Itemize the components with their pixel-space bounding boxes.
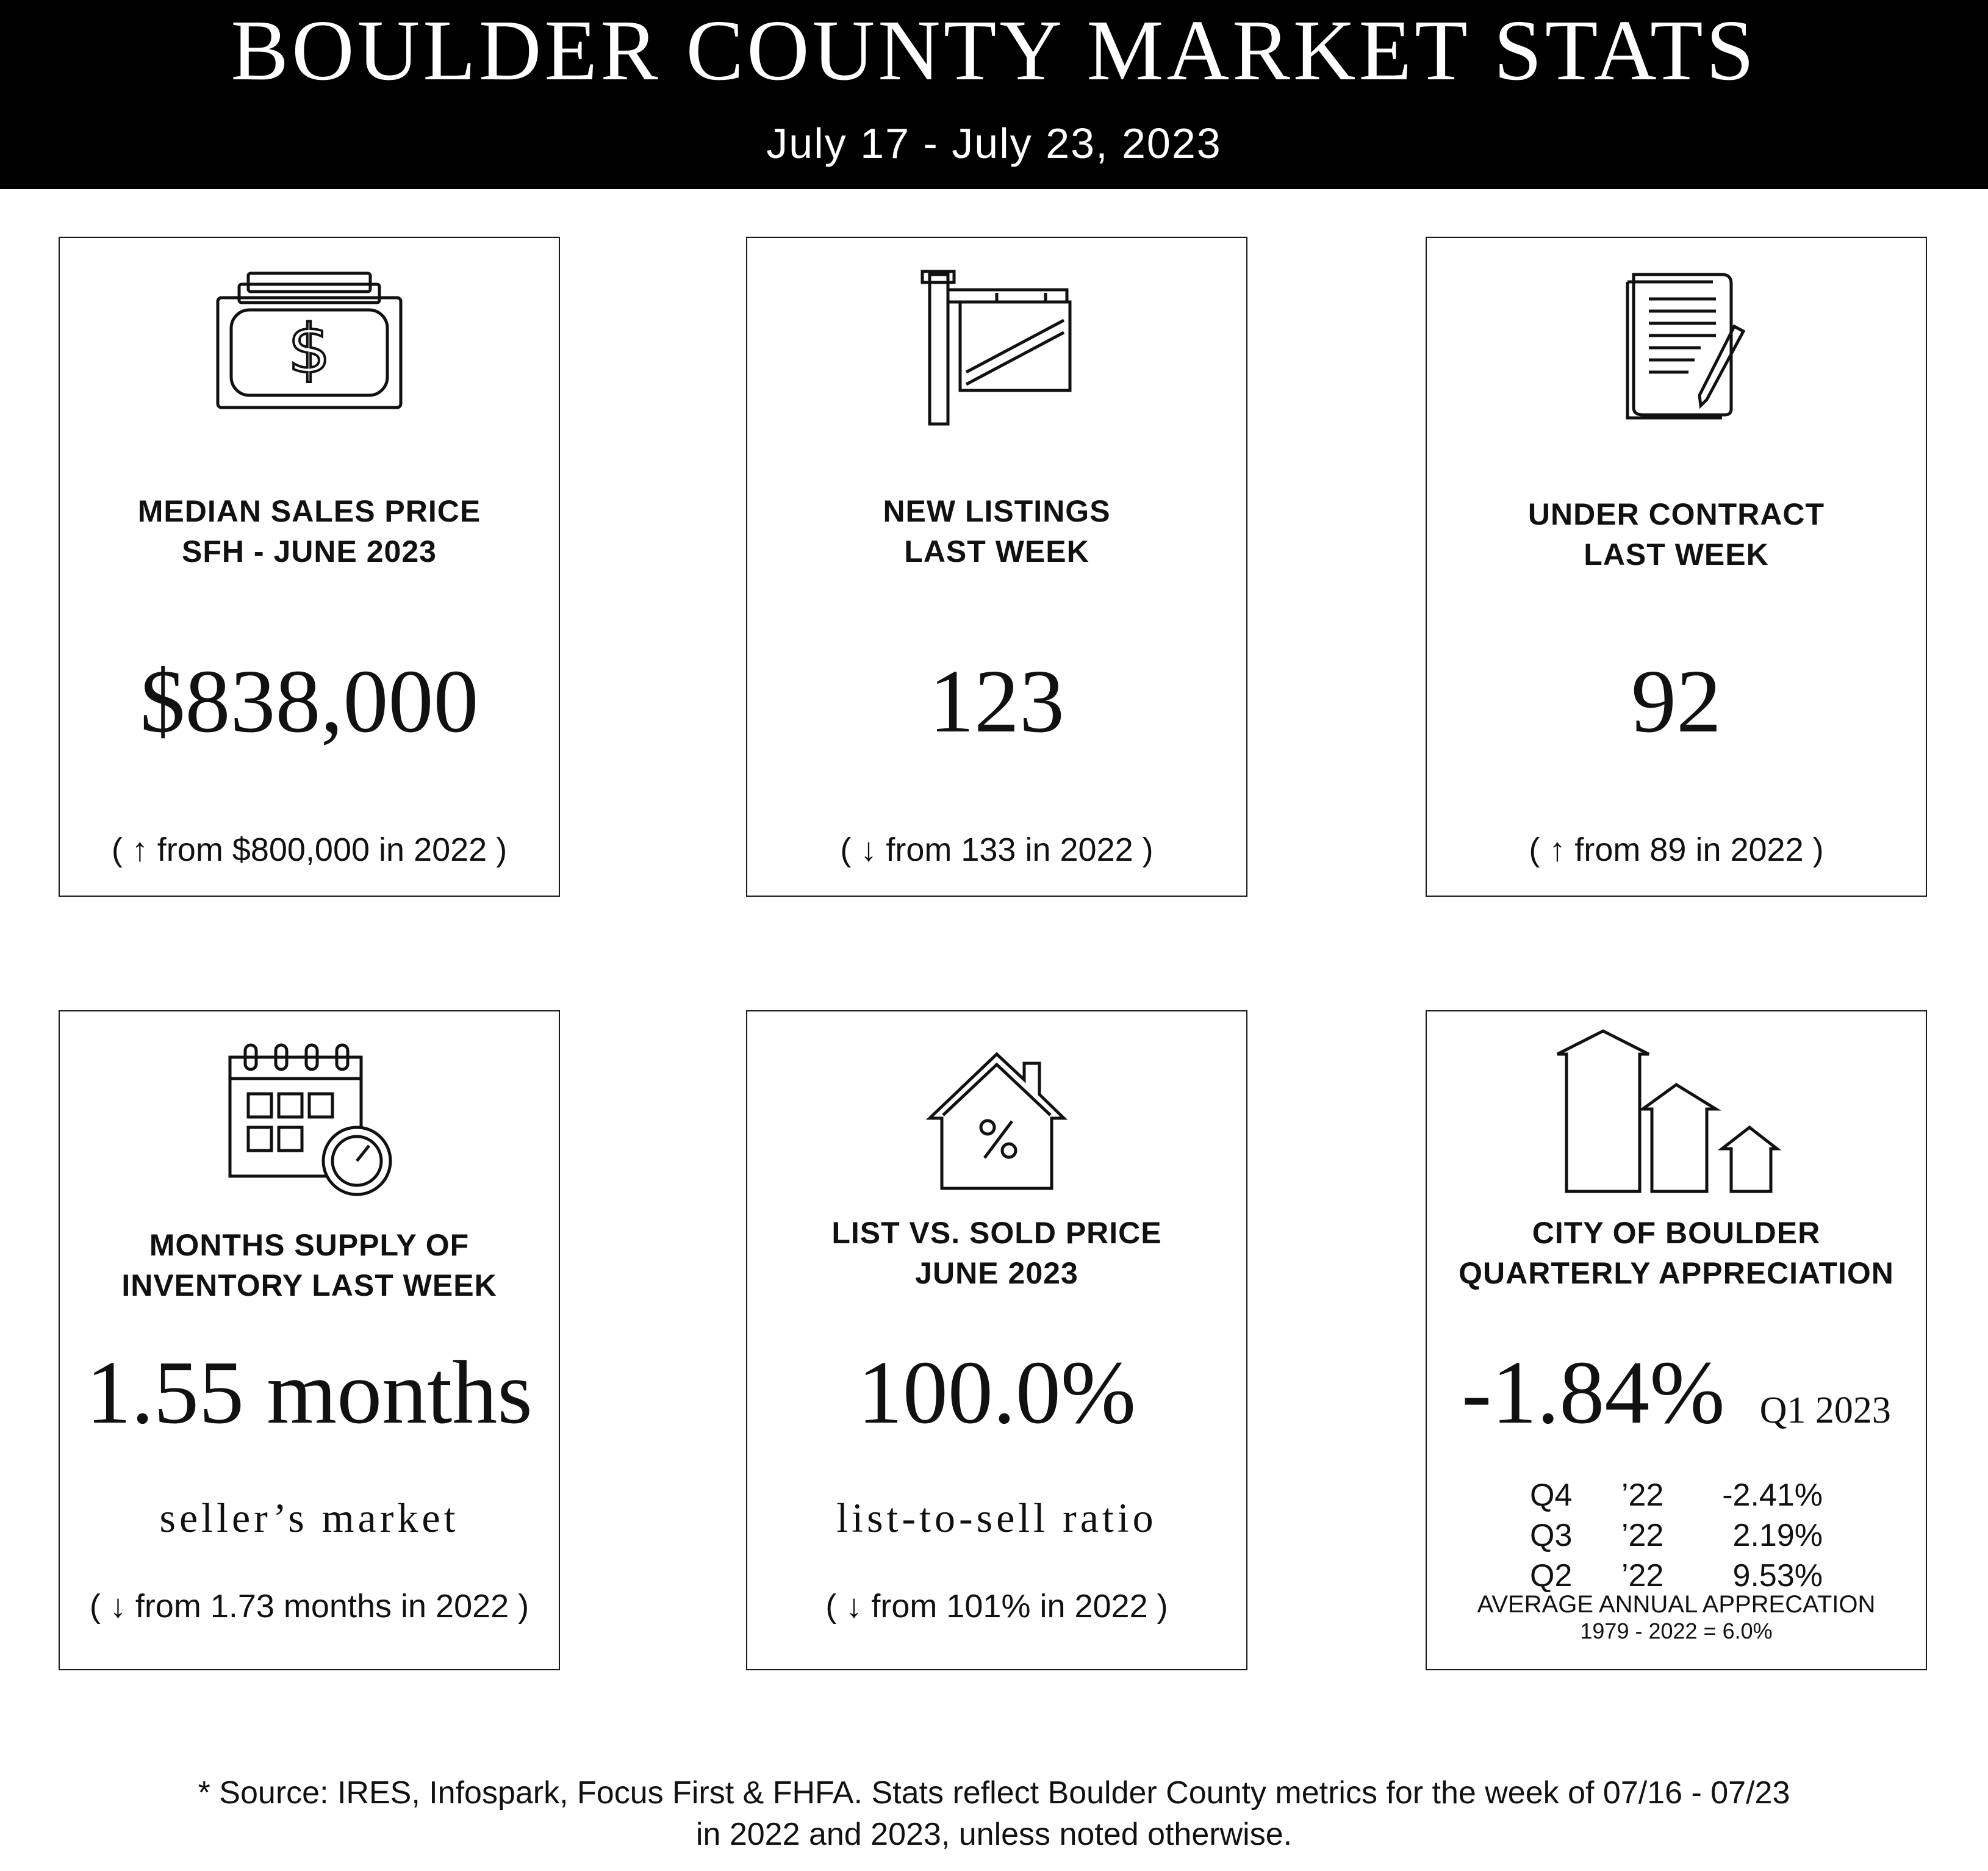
date-range: July 17 - July 23, 2023 [766, 120, 1222, 167]
footnote-line-2: in 2022 and 2023, unless noted otherwise. [695, 1817, 1293, 1852]
card-months-supply [59, 1010, 560, 1670]
quarter-label: Q3 [1530, 1518, 1573, 1553]
header-banner [0, 0, 1988, 189]
money-bills-icon [60, 262, 559, 421]
for-sale-sign-icon [747, 262, 1246, 421]
card-comparison: ( ↓ from 133 in 2022 ) [840, 831, 1154, 868]
card-value: -1.84% [1462, 1343, 1725, 1443]
average-appreciation [1427, 1591, 1926, 1645]
quarter-label: Q4 [1530, 1478, 1573, 1513]
card-quarterly-appreciation [1426, 1010, 1927, 1670]
quarter-year: ’22 [1621, 1478, 1664, 1513]
card-label: LIST VS. SOLD PRICE JUNE 2023 [831, 1216, 1162, 1290]
card-value-row [1427, 1341, 1926, 1462]
card-subtitle: list-to-sell ratio [836, 1495, 1157, 1541]
card-label: MEDIAN SALES PRICE SFH - JUNE 2023 [137, 494, 481, 569]
card-subtitle: seller’s market [159, 1495, 459, 1541]
card-value: 100.0% [857, 1343, 1136, 1443]
average-label: AVERAGE ANNUAL APPRECATION [1477, 1591, 1876, 1618]
card-value: 1.55 months [86, 1343, 533, 1443]
house-percent-icon [747, 1036, 1246, 1194]
card-new-listings [746, 237, 1247, 897]
card-list-vs-sold [746, 1010, 1247, 1670]
card-under-contract [1426, 237, 1927, 897]
card-value: $838,000 [140, 652, 479, 752]
average-value: 1979 - 2022 = 6.0% [1580, 1618, 1773, 1643]
card-comparison: ( ↑ from 89 in 2022 ) [1529, 831, 1824, 868]
contract-pencil-icon [1427, 262, 1926, 421]
quarter-row [1427, 1515, 1926, 1556]
quarters-table [1427, 1475, 1926, 1596]
source-footnote [0, 1772, 1988, 1855]
quarter-value: 9.53% [1732, 1558, 1823, 1593]
quarter-year: ’22 [1621, 1558, 1664, 1593]
card-value: 123 [929, 652, 1064, 752]
card-label: CITY OF BOULDER QUARTERLY APPRECIATION [1459, 1216, 1894, 1290]
card-value: 92 [1631, 652, 1721, 752]
quarter-label: Q2 [1530, 1558, 1573, 1593]
card-value-quarter: Q1 2023 [1759, 1390, 1891, 1431]
calendar-clock-icon [60, 1036, 559, 1194]
card-median-sales-price [59, 237, 560, 897]
card-comparison: ( ↑ from $800,000 in 2022 ) [111, 831, 508, 868]
quarter-row [1427, 1475, 1926, 1515]
card-label: MONTHS SUPPLY OF INVENTORY LAST WEEK [121, 1228, 497, 1302]
quarter-year: ’22 [1621, 1518, 1664, 1553]
card-label: UNDER CONTRACT LAST WEEK [1527, 497, 1825, 572]
houses-bar-icon [1427, 1024, 1926, 1182]
page-title: BOULDER COUNTY MARKET STATS [231, 2, 1757, 98]
quarter-row [1427, 1556, 1926, 1596]
card-comparison: ( ↓ from 101% in 2022 ) [825, 1588, 1168, 1625]
card-comparison: ( ↓ from 1.73 months in 2022 ) [89, 1588, 529, 1625]
quarter-value: 2.19% [1732, 1518, 1823, 1553]
card-label: NEW LISTINGS LAST WEEK [883, 494, 1111, 569]
quarter-value: -2.41% [1722, 1478, 1823, 1513]
svg-text:$: $ [288, 310, 331, 388]
footnote-line-1: * Source: IRES, Infospark, Focus First & FHFA. Stats reflect Boulder County metrics for the week of 07/16 - 07/23 [198, 1775, 1790, 1811]
